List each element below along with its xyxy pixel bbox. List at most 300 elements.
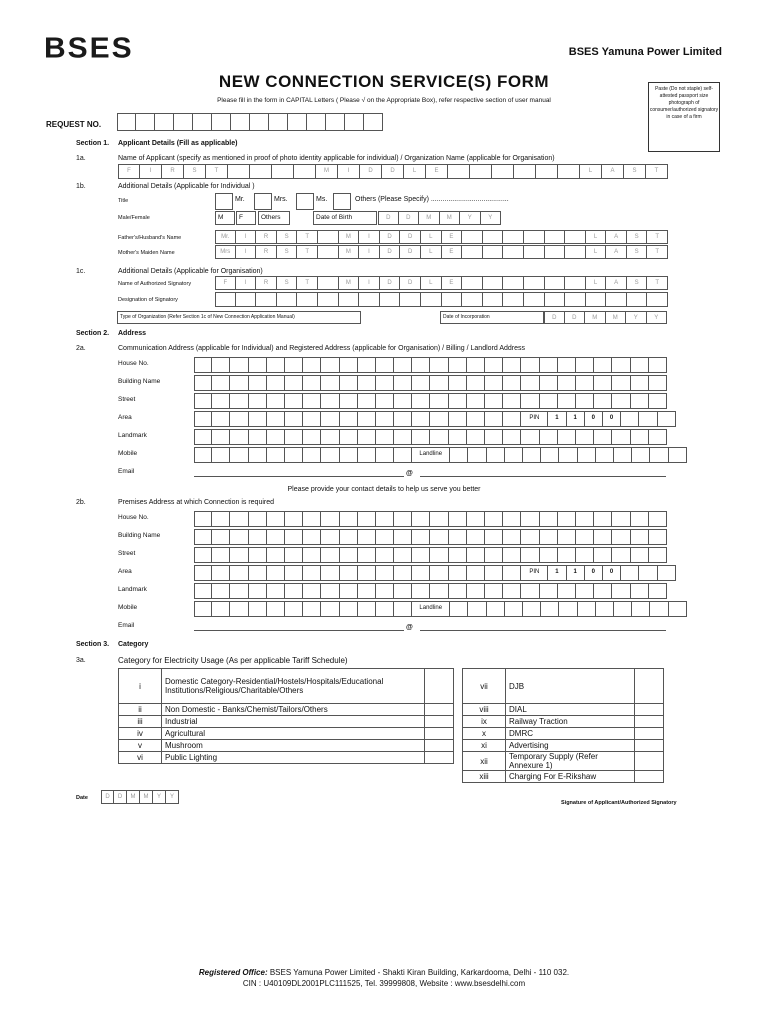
letter-box[interactable]: 1 [548,411,566,427]
letter-box[interactable] [212,547,230,563]
address-boxes[interactable] [194,429,667,445]
letter-box[interactable] [307,113,326,131]
letter-box[interactable] [565,230,586,244]
address-boxes[interactable] [194,393,667,409]
letter-box[interactable] [321,565,339,581]
letter-box[interactable]: R [162,164,184,179]
letter-box[interactable] [269,113,288,131]
letter-box[interactable] [249,511,267,527]
letter-box[interactable] [521,375,539,391]
letter-box[interactable] [612,511,630,527]
letter-box[interactable] [631,429,649,445]
letter-box[interactable]: A [606,276,627,290]
letter-box[interactable] [467,511,485,527]
letter-box[interactable] [394,511,412,527]
letter-box[interactable] [449,357,467,373]
letter-box[interactable]: Landline [412,601,450,617]
letter-box[interactable] [212,583,230,599]
letter-box[interactable] [430,583,448,599]
letter-box[interactable] [256,292,277,307]
letter-box[interactable] [400,292,421,307]
letter-box[interactable] [485,411,503,427]
letter-box[interactable] [358,447,376,463]
letter-box[interactable] [249,565,267,581]
letter-box[interactable]: R [256,276,277,290]
letter-box[interactable] [612,357,630,373]
mother-name-boxes[interactable] [215,245,668,259]
letter-box[interactable]: PIN [521,411,548,427]
category-checkbox[interactable] [635,740,664,752]
letter-box[interactable] [340,357,358,373]
letter-box[interactable] [631,375,649,391]
letter-box[interactable] [394,529,412,545]
category-checkbox[interactable] [635,771,664,783]
category-checkbox[interactable] [425,704,454,716]
letter-box[interactable]: L [421,276,442,290]
letter-box[interactable]: 0 [585,565,603,581]
letter-box[interactable]: T [297,245,318,259]
letter-box[interactable] [558,547,576,563]
letter-box[interactable]: M [127,790,140,804]
letter-box[interactable] [321,357,339,373]
letter-box[interactable] [485,393,503,409]
letter-box[interactable] [249,547,267,563]
letter-box[interactable] [412,565,430,581]
letter-box[interactable] [521,511,539,527]
letter-box[interactable]: L [421,230,442,244]
letter-box[interactable] [540,583,558,599]
letter-box[interactable] [340,393,358,409]
letter-box[interactable] [467,547,485,563]
letter-box[interactable] [576,375,594,391]
letter-box[interactable]: M [339,276,360,290]
letter-box[interactable] [412,583,430,599]
letter-box[interactable]: T [647,276,668,290]
letter-box[interactable] [285,529,303,545]
letter-box[interactable] [230,511,248,527]
letter-box[interactable] [612,375,630,391]
letter-box[interactable] [285,393,303,409]
email-line[interactable] [194,476,404,477]
letter-box[interactable] [303,547,321,563]
letter-box[interactable] [339,292,360,307]
letter-box[interactable] [576,429,594,445]
letter-box[interactable] [212,411,230,427]
letter-box[interactable] [483,276,504,290]
letter-box[interactable] [430,357,448,373]
letter-box[interactable] [303,583,321,599]
letter-box[interactable] [545,230,566,244]
letter-box[interactable] [412,529,430,545]
letter-box[interactable] [267,411,285,427]
letter-box[interactable] [558,164,580,179]
letter-box[interactable] [485,583,503,599]
letter-box[interactable] [194,511,212,527]
letter-box[interactable] [578,601,596,617]
letter-box[interactable] [215,292,236,307]
letter-box[interactable] [321,411,339,427]
letter-box[interactable] [612,547,630,563]
letter-box[interactable] [285,357,303,373]
category-checkbox[interactable] [635,716,664,728]
letter-box[interactable] [449,393,467,409]
letter-box[interactable] [503,547,521,563]
letter-box[interactable] [376,429,394,445]
letter-box[interactable] [468,601,486,617]
letter-box[interactable] [277,292,298,307]
mr-checkbox[interactable] [215,193,233,210]
letter-box[interactable] [340,411,358,427]
letter-box[interactable] [514,164,536,179]
letter-box[interactable]: I [140,164,162,179]
address-boxes[interactable] [194,547,667,563]
letter-box[interactable] [449,375,467,391]
letter-box[interactable] [612,393,630,409]
letter-box[interactable] [503,245,524,259]
letter-box[interactable] [249,447,267,463]
letter-box[interactable]: Mrs [215,245,236,259]
letter-box[interactable] [540,429,558,445]
letter-box[interactable] [540,375,558,391]
letter-box[interactable] [669,601,687,617]
letter-box[interactable] [412,393,430,409]
letter-box[interactable] [358,583,376,599]
letter-box[interactable] [565,276,586,290]
letter-box[interactable]: S [627,276,648,290]
letter-box[interactable]: D [565,311,586,324]
letter-box[interactable] [212,511,230,527]
letter-box[interactable] [267,393,285,409]
letter-box[interactable] [321,547,339,563]
letter-box[interactable]: I [236,245,257,259]
letter-box[interactable] [285,565,303,581]
letter-box[interactable] [467,375,485,391]
letter-box[interactable] [285,547,303,563]
category-checkbox[interactable] [635,728,664,740]
letter-box[interactable]: Landline [412,447,450,463]
letter-box[interactable] [485,375,503,391]
letter-box[interactable] [503,357,521,373]
letter-box[interactable] [285,375,303,391]
letter-box[interactable]: L [586,276,607,290]
letter-box[interactable]: E [442,230,463,244]
applicant-name-boxes[interactable] [118,164,668,179]
letter-box[interactable] [358,357,376,373]
category-checkbox[interactable] [635,752,664,771]
letter-box[interactable] [267,429,285,445]
letter-box[interactable] [485,547,503,563]
letter-box[interactable]: I [359,230,380,244]
letter-box[interactable]: R [256,245,277,259]
letter-box[interactable] [631,547,649,563]
letter-box[interactable] [503,375,521,391]
letter-box[interactable] [631,511,649,527]
letter-box[interactable] [521,357,539,373]
letter-box[interactable]: 0 [585,411,603,427]
org-type-field[interactable] [117,311,361,324]
letter-box[interactable]: D [360,164,382,179]
letter-box[interactable] [318,245,339,259]
letter-box[interactable] [194,547,212,563]
letter-box[interactable] [231,113,250,131]
letter-box[interactable] [358,375,376,391]
email-line[interactable] [194,630,404,631]
letter-box[interactable]: D [400,245,421,259]
letter-box[interactable] [649,547,667,563]
letter-box[interactable] [358,601,376,617]
letter-box[interactable] [467,583,485,599]
letter-box[interactable] [340,447,358,463]
letter-box[interactable] [249,429,267,445]
letter-box[interactable] [558,583,576,599]
letter-box[interactable] [376,447,394,463]
letter-box[interactable] [576,547,594,563]
letter-box[interactable] [430,565,448,581]
letter-box[interactable] [576,393,594,409]
letter-box[interactable] [541,447,559,463]
letter-box[interactable]: L [586,245,607,259]
letter-box[interactable] [565,245,586,259]
letter-box[interactable] [318,230,339,244]
letter-box[interactable] [578,447,596,463]
letter-box[interactable] [545,245,566,259]
photo-box[interactable] [648,82,720,152]
letter-box[interactable] [470,164,492,179]
letter-box[interactable]: T [646,164,668,179]
letter-box[interactable] [412,375,430,391]
letter-box[interactable] [521,547,539,563]
letter-box[interactable] [394,547,412,563]
letter-box[interactable] [632,601,650,617]
letter-box[interactable] [612,529,630,545]
letter-box[interactable] [503,511,521,527]
letter-box[interactable] [285,511,303,527]
letter-box[interactable] [442,292,463,307]
letter-box[interactable] [394,393,412,409]
address-boxes[interactable] [194,447,687,463]
letter-box[interactable] [285,447,303,463]
letter-box[interactable] [340,375,358,391]
letter-box[interactable] [340,511,358,527]
letter-box[interactable] [612,583,630,599]
letter-box[interactable]: M [606,311,627,324]
letter-box[interactable] [576,511,594,527]
letter-box[interactable] [485,529,503,545]
letter-box[interactable] [230,411,248,427]
letter-box[interactable] [449,529,467,545]
letter-box[interactable] [340,547,358,563]
letter-box[interactable]: I [338,164,360,179]
letter-box[interactable] [449,511,467,527]
letter-box[interactable]: Y [647,311,668,324]
letter-box[interactable] [358,429,376,445]
letter-box[interactable] [558,357,576,373]
letter-box[interactable] [649,511,667,527]
letter-box[interactable] [467,565,485,581]
letter-box[interactable] [649,529,667,545]
letter-box[interactable] [524,245,545,259]
letter-box[interactable] [621,565,639,581]
letter-box[interactable] [467,411,485,427]
letter-box[interactable] [321,393,339,409]
letter-box[interactable] [558,429,576,445]
letter-box[interactable]: D [544,311,565,324]
letter-box[interactable] [483,230,504,244]
letter-box[interactable] [394,583,412,599]
letter-box[interactable] [565,292,586,307]
letter-box[interactable] [449,429,467,445]
letter-box[interactable] [558,375,576,391]
letter-box[interactable] [521,393,539,409]
letter-box[interactable] [430,411,448,427]
letter-box[interactable] [468,447,486,463]
letter-box[interactable] [230,565,248,581]
letter-box[interactable] [449,583,467,599]
letter-box[interactable]: M [440,211,461,225]
letter-box[interactable] [521,529,539,545]
letter-box[interactable] [285,601,303,617]
letter-box[interactable] [558,393,576,409]
letter-box[interactable]: M [140,790,153,804]
letter-box[interactable] [376,393,394,409]
letter-box[interactable] [632,447,650,463]
letter-box[interactable] [194,447,212,463]
letter-box[interactable] [394,411,412,427]
letter-box[interactable]: L [404,164,426,179]
letter-box[interactable] [594,511,612,527]
letter-box[interactable] [492,164,514,179]
letter-box[interactable] [249,375,267,391]
letter-box[interactable] [212,393,230,409]
letter-box[interactable] [449,547,467,563]
letter-box[interactable] [467,529,485,545]
letter-box[interactable] [503,529,521,545]
letter-box[interactable]: D [400,230,421,244]
letter-box[interactable] [412,357,430,373]
letter-box[interactable] [249,601,267,617]
letter-box[interactable] [267,583,285,599]
letter-box[interactable]: D [101,790,114,804]
letter-box[interactable]: I [236,276,257,290]
designation-boxes[interactable] [215,292,668,307]
letter-box[interactable] [194,583,212,599]
letter-box[interactable] [358,511,376,527]
letter-box[interactable] [267,511,285,527]
letter-box[interactable] [462,276,483,290]
letter-box[interactable] [594,429,612,445]
letter-box[interactable]: D [380,276,401,290]
letter-box[interactable] [449,411,467,427]
letter-box[interactable] [462,230,483,244]
letter-box[interactable] [394,357,412,373]
letter-box[interactable] [285,583,303,599]
letter-box[interactable] [212,529,230,545]
address-boxes[interactable] [194,529,667,545]
letter-box[interactable] [649,357,667,373]
letter-box[interactable]: I [236,230,257,244]
letter-box[interactable] [230,601,248,617]
letter-box[interactable] [412,511,430,527]
letter-box[interactable] [505,601,523,617]
letter-box[interactable] [596,447,614,463]
letter-box[interactable]: Y [166,790,179,804]
letter-box[interactable]: A [606,245,627,259]
letter-box[interactable] [249,357,267,373]
letter-box[interactable] [117,113,136,131]
letter-box[interactable] [639,565,657,581]
letter-box[interactable] [576,529,594,545]
auth-signatory-boxes[interactable] [215,276,668,290]
letter-box[interactable] [503,230,524,244]
letter-box[interactable] [267,565,285,581]
letter-box[interactable] [540,357,558,373]
letter-box[interactable] [318,276,339,290]
letter-box[interactable]: E [442,276,463,290]
letter-box[interactable] [594,375,612,391]
address-boxes[interactable] [194,601,687,617]
letter-box[interactable] [631,583,649,599]
letter-box[interactable] [303,357,321,373]
letter-box[interactable]: 1 [567,411,585,427]
letter-box[interactable] [649,375,667,391]
letter-box[interactable] [503,393,521,409]
letter-box[interactable] [230,583,248,599]
letter-box[interactable]: D [378,211,399,225]
letter-box[interactable] [250,164,272,179]
letter-box[interactable] [523,601,541,617]
doi-boxes[interactable] [544,311,667,324]
letter-box[interactable] [194,429,212,445]
letter-box[interactable] [650,601,668,617]
letter-box[interactable] [523,447,541,463]
letter-box[interactable] [430,429,448,445]
letter-box[interactable] [467,357,485,373]
letter-box[interactable] [503,411,521,427]
letter-box[interactable] [485,429,503,445]
letter-box[interactable]: A [602,164,624,179]
letter-box[interactable] [267,447,285,463]
letter-box[interactable] [594,583,612,599]
letter-box[interactable] [540,547,558,563]
letter-box[interactable] [612,429,630,445]
letter-box[interactable] [621,411,639,427]
letter-box[interactable] [212,601,230,617]
letter-box[interactable]: R [256,230,277,244]
letter-box[interactable]: Y [153,790,166,804]
letter-box[interactable] [340,565,358,581]
letter-box[interactable]: M [339,230,360,244]
letter-box[interactable] [559,447,577,463]
letter-box[interactable] [558,529,576,545]
letter-box[interactable]: L [421,245,442,259]
letter-box[interactable] [228,164,250,179]
ms-checkbox[interactable] [296,193,314,210]
letter-box[interactable] [430,375,448,391]
letter-box[interactable] [155,113,174,131]
letter-box[interactable]: S [624,164,646,179]
letter-box[interactable] [303,447,321,463]
letter-box[interactable] [586,292,607,307]
letter-box[interactable] [524,292,545,307]
letter-box[interactable] [524,276,545,290]
letter-box[interactable] [576,357,594,373]
letter-box[interactable]: 1 [548,565,566,581]
letter-box[interactable] [212,565,230,581]
letter-box[interactable] [250,113,269,131]
request-no-boxes[interactable] [117,113,383,131]
letter-box[interactable] [364,113,383,131]
letter-box[interactable] [376,411,394,427]
